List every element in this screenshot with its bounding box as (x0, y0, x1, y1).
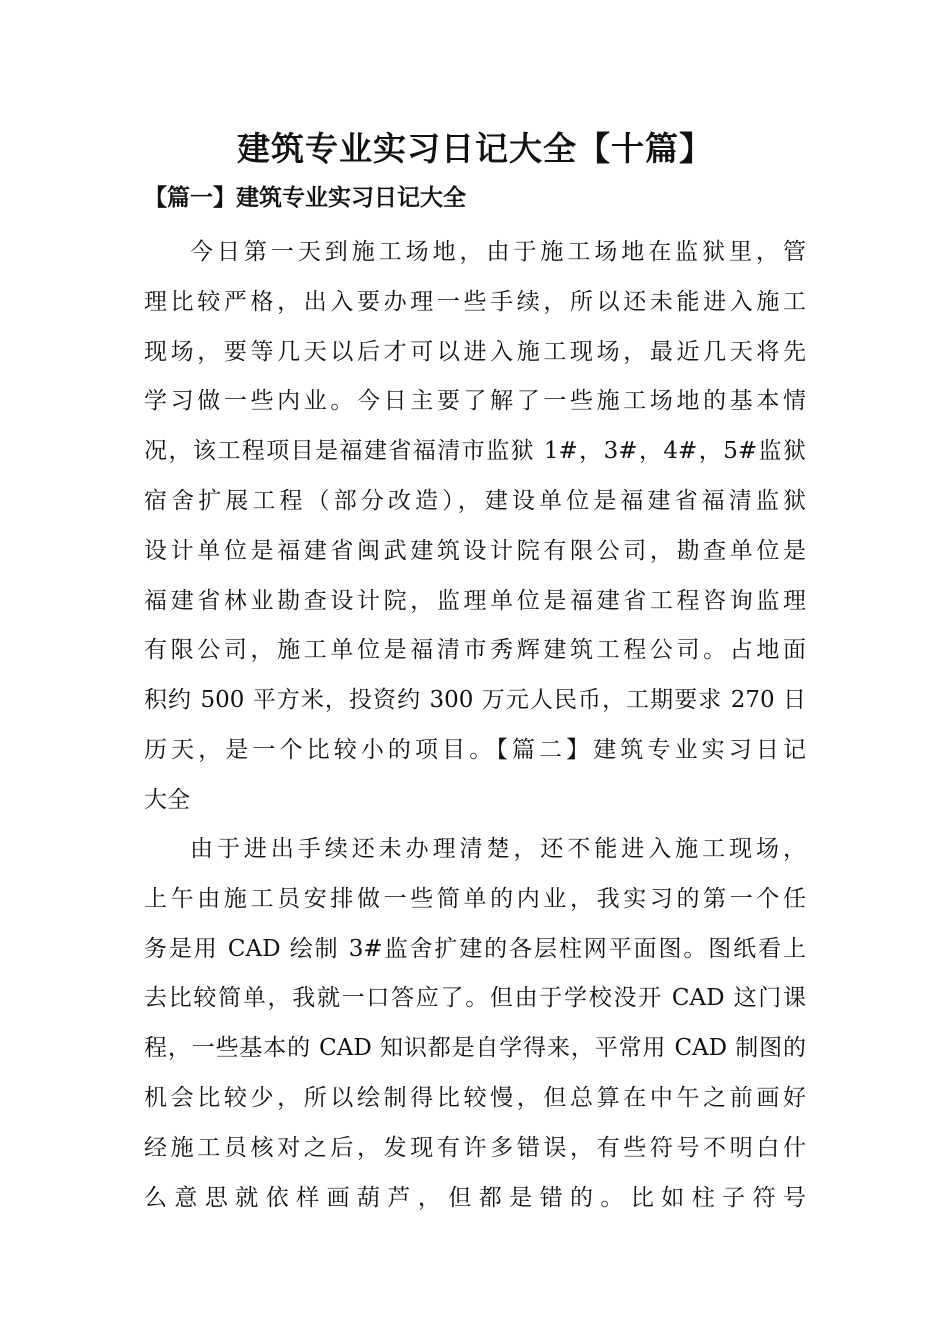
paragraph-line: 去比较简单，我就一口答应了。但由于学校没开 CAD 这门课 (144, 985, 806, 1012)
paragraph-line: 宿舍扩展工程（部分改造），建设单位是福建省福清监狱 (144, 487, 806, 514)
paragraph-line: 程，一些基本的 CAD 知识都是自学得来，平常用 CAD 制图的 (144, 1035, 806, 1062)
paragraph-line: 大全 (144, 786, 190, 813)
paragraph-line: 设计单位是福建省闽武建筑设计院有限公司，勘查单位是 (144, 537, 806, 564)
paragraph-line: 么意思就依样画葫芦，但都是错的。比如柱子符号 (144, 1184, 806, 1211)
paragraph-2 (144, 825, 806, 1223)
paragraph-line: 经施工员核对之后，发现有许多错误，有些符号不明白什 (144, 1134, 806, 1161)
paragraph-line: 由于进出手续还未办理清楚，还不能进入施工现场， (190, 836, 806, 862)
paragraph-line: 务是用 CAD 绘制 3#监舍扩建的各层柱网平面图。图纸看上 (144, 935, 806, 962)
paragraph-line: 积约 500 平方米，投资约 300 万元人民币，工期要求 270 日 (144, 687, 806, 714)
paragraph-line: 今日第一天到施工场地，由于施工场地在监狱里，管 (190, 239, 806, 265)
paragraph-1 (144, 228, 806, 826)
document-title: 建筑专业实习日记大全【十篇】 (237, 129, 713, 168)
paragraph-line: 现场，要等几天以后才可以进入施工现场，最近几天将先 (144, 338, 806, 365)
paragraph-line: 上午由施工员安排做一些简单的内业，我实习的第一个任 (144, 885, 806, 912)
paragraph-line: 机会比较少，所以绘制得比较慢，但总算在中午之前画好 (144, 1084, 806, 1111)
paragraph-line: 有限公司，施工单位是福清市秀辉建筑工程公司。占地面 (144, 637, 806, 664)
paragraph-line: 理比较严格，出入要办理一些手续，所以还未能进入施工 (144, 288, 806, 315)
section-heading: 【篇一】建筑专业实习日记大全 (144, 184, 466, 211)
paragraph-line: 况，该工程项目是福建省福清市监狱 1#，3#，4#，5#监狱 (144, 438, 806, 465)
paragraph-line: 学习做一些内业。今日主要了解了一些施工场地的基本情 (144, 388, 806, 415)
paragraph-line: 历天，是一个比较小的项目。【篇二】建筑专业实习日记 (144, 736, 806, 763)
paragraph-line: 福建省林业勘查设计院，监理单位是福建省工程咨询监理 (144, 587, 806, 614)
